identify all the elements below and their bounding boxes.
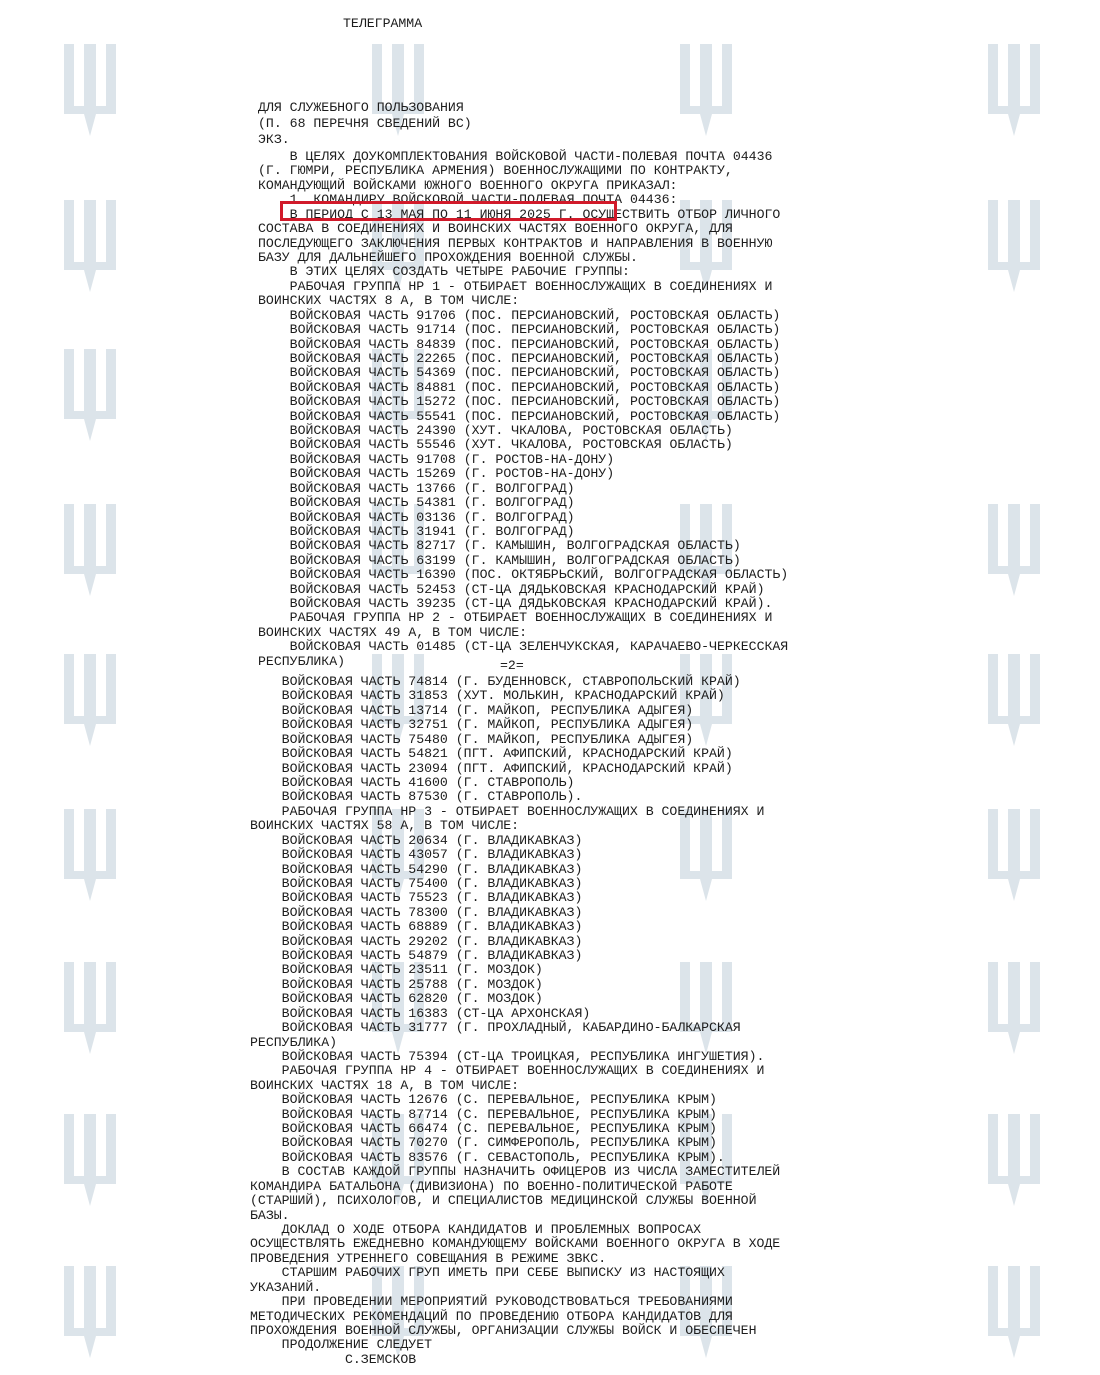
telegram-line: ВОИНСКИХ ЧАСТЯХ 49 А, В ТОМ ЧИСЛЕ: <box>258 624 528 640</box>
telegram-line: ВОЙСКОВАЯ ЧАСТЬ 84839 (ПОС. ПЕРСИАНОВСКИЙ, РОСТОВСКАЯ ОБЛАСТЬ) <box>258 336 781 352</box>
trident-icon <box>60 196 120 296</box>
trident-icon <box>60 650 120 750</box>
telegram-line: ПРОВЕДЕНИЯ УТРЕННЕГО СОВЕЩАНИЯ В РЕЖИМЕ ЗВКС. <box>250 1250 607 1266</box>
telegram-line: РЕСПУБЛИКА) <box>258 653 346 669</box>
telegram-line: ВОЙСКОВАЯ ЧАСТЬ 29202 (Г. ВЛАДИКАВКАЗ) <box>250 933 583 949</box>
trident-icon <box>60 1110 120 1210</box>
watermark <box>676 40 916 150</box>
trident-icon <box>676 40 736 140</box>
telegram-line: ВОЙСКОВАЯ ЧАСТЬ 54290 (Г. ВЛАДИКАВКАЗ) <box>250 861 583 877</box>
telegram-line: РАБОЧАЯ ГРУППА НР 1 - ОТБИРАЕТ ВОЕННОСЛУЖАЩИХ В СОЕДИНЕНИЯХ И <box>258 278 773 294</box>
telegram-line: (П. 68 ПЕРЕЧНЯ СВЕДЕНИЙ ВС) <box>258 116 472 131</box>
telegram-line: ВОЙСКОВАЯ ЧАСТЬ 41600 (Г. СТАВРОПОЛЬ) <box>250 774 575 790</box>
trident-icon <box>60 1262 120 1362</box>
trident-icon <box>60 958 120 1058</box>
telegram-line: БАЗУ ДЛЯ ДАЛЬНЕЙШЕГО ПРОХОЖДЕНИЯ ВОЕННОЙ СЛУЖБЫ. <box>258 249 638 265</box>
watermark <box>984 500 1100 610</box>
telegram-line: ВОЙСКОВАЯ ЧАСТЬ 12676 (С. ПЕРЕВАЛЬНОЕ, РЕСПУБЛИКА КРЫМ) <box>250 1092 717 1108</box>
telegram-line: ВОЙСКОВАЯ ЧАСТЬ 16383 (СТ-ЦА АРХОНСКАЯ) <box>250 1005 591 1021</box>
telegram-line: ВОЙСКОВАЯ ЧАСТЬ 55541 (ПОС. ПЕРСИАНОВСКИЙ, РОСТОВСКАЯ ОБЛАСТЬ) <box>258 408 781 424</box>
watermark <box>984 1110 1100 1220</box>
watermark <box>984 805 1100 915</box>
watermark <box>984 40 1100 150</box>
telegram-line: ВОЙСКОВАЯ ЧАСТЬ 22265 (ПОС. ПЕРСИАНОВСКИЙ, РОСТОВСКАЯ ОБЛАСТЬ) <box>258 350 781 366</box>
telegram-line: ВОЙСКОВАЯ ЧАСТЬ 84881 (ПОС. ПЕРСИАНОВСКИЙ, РОСТОВСКАЯ ОБЛАСТЬ) <box>258 379 781 395</box>
telegram-line: ДЛЯ СЛУЖЕБНОГО ПОЛЬЗОВАНИЯ <box>258 100 464 115</box>
telegram-line: ВОЙСКОВАЯ ЧАСТЬ 74814 (Г. БУДЕННОВСК, СТАВРОПОЛЬСКИЙ КРАЙ) <box>250 674 741 689</box>
telegram-line: ВОЙСКОВАЯ ЧАСТЬ 54369 (ПОС. ПЕРСИАНОВСКИЙ, РОСТОВСКАЯ ОБЛАСТЬ) <box>258 365 781 381</box>
telegram-line: ВОЙСКОВАЯ ЧАСТЬ 75480 (Г. МАЙКОП, РЕСПУБЛИКА АДЫГЕЯ) <box>250 731 694 747</box>
telegram-line: ВОЙСКОВАЯ ЧАСТЬ 54879 (Г. ВЛАДИКАВКАЗ) <box>250 948 583 963</box>
watermark <box>676 805 916 915</box>
telegram-line: УКАЗАНИЙ. <box>250 1279 322 1295</box>
telegram-line: ВОЙСКОВАЯ ЧАСТЬ 15272 (ПОС. ПЕРСИАНОВСКИЙ, РОСТОВСКАЯ ОБЛАСТЬ) <box>258 394 781 410</box>
telegram-line: ВОЙСКОВАЯ ЧАСТЬ 32751 (Г. МАЙКОП, РЕСПУБЛИКА АДЫГЕЯ) <box>250 717 694 733</box>
telegram-line: ПРИ ПРОВЕДЕНИИ МЕРОПРИЯТИЙ РУКОВОДСТВОВАТЬСЯ ТРЕБОВАНИЯМИ <box>250 1294 733 1310</box>
telegram-line: ВОЙСКОВАЯ ЧАСТЬ 87714 (С. ПЕРЕВАЛЬНОЕ, РЕСПУБЛИКА КРЫМ) <box>250 1106 717 1122</box>
telegram-line: (СТАРШИЙ), ПСИХОЛОГОВ, И СПЕЦИАЛИСТОВ МЕДИЦИНСКОЙ СЛУЖБЫ ВОЕННОЙ <box>250 1193 757 1209</box>
telegram-line: ВОЙСКОВАЯ ЧАСТЬ 75400 (Г. ВЛАДИКАВКАЗ) <box>250 875 583 891</box>
watermark <box>368 40 608 150</box>
telegram-line: ВОЙСКОВАЯ ЧАСТЬ 25788 (Г. МОЗДОК) <box>250 976 543 992</box>
telegram-line: РАБОЧАЯ ГРУППА НР 2 - ОТБИРАЕТ ВОЕННОСЛУЖАЩИХ В СОЕДИНЕНИЯХ И <box>258 610 773 626</box>
trident-icon <box>60 40 120 140</box>
telegram-line: ВОЙСКОВАЯ ЧАСТЬ 20634 (Г. ВЛАДИКАВКАЗ) <box>250 832 583 848</box>
telegram-line: ВОЙСКОВАЯ ЧАСТЬ 63199 (Г. КАМЫШИН, ВОЛГОГРАДСКАЯ ОБЛАСТЬ) <box>258 552 741 568</box>
watermark <box>984 196 1100 306</box>
telegram-line: ВОЙСКОВАЯ ЧАСТЬ 78300 (Г. ВЛАДИКАВКАЗ) <box>250 904 583 920</box>
telegram-line: ВОЙСКОВАЯ ЧАСТЬ 23511 (Г. МОЗДОК) <box>250 962 543 978</box>
telegram-line: ВОИНСКИХ ЧАСТЯХ 58 А, В ТОМ ЧИСЛЕ: <box>250 818 520 834</box>
telegram-line: ВОЙСКОВАЯ ЧАСТЬ 91708 (Г. РОСТОВ-НА-ДОНУ) <box>258 451 615 467</box>
telegram-line: ВОЙСКОВАЯ ЧАСТЬ 31941 (Г. ВОЛГОГРАД) <box>258 523 575 539</box>
telegram-line: В ПЕРИОД С 13 МАЯ ПО 11 ИЮНЯ 2025 Г. ОСУЩЕСТВИТЬ ОТБОР ЛИЧНОГО <box>258 206 781 222</box>
telegram-line: ВОЙСКОВАЯ ЧАСТЬ 87530 (Г. СТАВРОПОЛЬ). <box>250 789 583 805</box>
trident-icon <box>984 1110 1044 1210</box>
telegram-line: ВОЙСКОВАЯ ЧАСТЬ 31853 (ХУТ. МОЛЬКИН, КРАСНОДАРСКИЙ КРАЙ) <box>250 688 725 704</box>
telegram-line: ВОЙСКОВАЯ ЧАСТЬ 91714 (ПОС. ПЕРСИАНОВСКИЙ, РОСТОВСКАЯ ОБЛАСТЬ) <box>258 322 781 337</box>
trident-icon <box>676 958 736 1058</box>
telegram-line: ВОЙСКОВАЯ ЧАСТЬ 54821 (ПГТ. АФИПСКИЙ, КРАСНОДАРСКИЙ КРАЙ) <box>250 746 733 762</box>
telegram-line: ВОЙСКОВАЯ ЧАСТЬ 83576 (Г. СЕВАСТОПОЛЬ, РЕСПУБЛИКА КРЫМ). <box>250 1149 725 1165</box>
telegram-line: (Г. ГЮМРИ, РЕСПУБЛИКА АРМЕНИЯ) ВОЕННОСЛУЖАЩИМИ ПО КОНТРАКТУ, <box>258 163 733 179</box>
telegram-line: ПОСЛЕДУЮЩЕГО ЗАКЛЮЧЕНИЯ ПЕРВЫХ КОНТРАКТОВ И НАПРАВЛЕНИЯ В ВОЕННУЮ <box>258 235 773 251</box>
telegram-line: ВОЙСКОВАЯ ЧАСТЬ 01485 (СТ-ЦА ЗЕЛЕНЧУКСКАЯ, КАРАЧАЕВО-ЧЕРКЕССКАЯ <box>258 639 789 655</box>
telegram-line: ВОЙСКОВАЯ ЧАСТЬ 15269 (Г. РОСТОВ-НА-ДОНУ) <box>258 466 615 482</box>
telegram-line: ВОЙСКОВАЯ ЧАСТЬ 75523 (Г. ВЛАДИКАВКАЗ) <box>250 890 583 906</box>
telegram-line: СОСТАВА В СОЕДИНЕНИЯХ И ВОИНСКИХ ЧАСТЯХ ВОЕННОГО ОКРУГА, ДЛЯ <box>258 221 733 237</box>
telegram-line: ВОЙСКОВАЯ ЧАСТЬ 55546 (ХУТ. ЧКАЛОВА, РОСТОВСКАЯ ОБЛАСТЬ) <box>258 437 733 453</box>
telegram-line: ВОЙСКОВАЯ ЧАСТЬ 68889 (Г. ВЛАДИКАВКАЗ) <box>250 919 583 935</box>
telegram-line: СТАРШИМ РАБОЧИХ ГРУП ИМЕТЬ ПРИ СЕБЕ ВЫПИСКУ ИЗ НАСТОЯЩИХ <box>250 1265 725 1281</box>
telegram-line: ВОИНСКИХ ЧАСТЯХ 8 А, В ТОМ ЧИСЛЕ: <box>258 293 520 309</box>
telegram-line: ВОЙСКОВАЯ ЧАСТЬ 39235 (СТ-ЦА ДЯДЬКОВСКАЯ КРАСНОДАРСКИЙ КРАЙ). <box>258 596 773 611</box>
trident-icon <box>984 500 1044 600</box>
trident-icon <box>984 805 1044 905</box>
highlight-box <box>280 201 617 221</box>
telegram-line: ОСУЩЕСТВЛЯТЬ ЕЖЕДНЕВНО КОМАНДУЮЩЕМУ ВОЙСКАМИ ВОЕННОГО ОКРУГА В ХОДЕ <box>250 1236 781 1252</box>
trident-icon <box>984 40 1044 140</box>
trident-icon <box>984 958 1044 1058</box>
trident-icon <box>984 196 1044 296</box>
telegram-line: ПРОДОЛЖЕНИЕ СЛЕДУЕТ <box>250 1337 433 1353</box>
trident-icon <box>60 805 120 905</box>
telegram-line: ВОЙСКОВАЯ ЧАСТЬ 54381 (Г. ВОЛГОГРАД) <box>258 495 575 511</box>
telegram-line: ВОЙСКОВАЯ ЧАСТЬ 75394 (СТ-ЦА ТРОИЦКАЯ, РЕСПУБЛИКА ИНГУШЕТИЯ). <box>250 1048 765 1064</box>
telegram-line: ПРОХОЖДЕНИЯ ВОЕННОЙ СЛУЖБЫ, ОРГАНИЗАЦИИ СЛУЖБЫ ВОЙСК И ОБЕСПЕЧЕН <box>250 1322 757 1338</box>
telegram-line: В СОСТАВ КАЖДОЙ ГРУППЫ НАЗНАЧИТЬ ОФИЦЕРОВ ИЗ ЧИСЛА ЗАМЕСТИТЕЛЕЙ <box>250 1164 781 1180</box>
telegram-line: В ЭТИХ ЦЕЛЯХ СОЗДАТЬ ЧЕТЫРЕ РАБОЧИЕ ГРУППЫ: <box>258 264 630 280</box>
watermark <box>984 958 1100 1068</box>
telegram-line: ДОКЛАД О ХОДЕ ОТБОРА КАНДИДАТОВ И ПРОБЛЕМНЫХ ВОПРОСАХ <box>250 1222 702 1237</box>
telegram-line: РАБОЧАЯ ГРУППА НР 3 - ОТБИРАЕТ ВОЕННОСЛУЖАЩИХ В СОЕДИНЕНИЯХ И <box>250 803 765 819</box>
watermark <box>984 650 1100 760</box>
telegram-line: ВОЙСКОВАЯ ЧАСТЬ 91706 (ПОС. ПЕРСИАНОВСКИЙ, РОСТОВСКАЯ ОБЛАСТЬ) <box>258 307 781 323</box>
telegram-line: ВОЙСКОВАЯ ЧАСТЬ 13766 (Г. ВОЛГОГРАД) <box>258 480 575 496</box>
telegram-title: ТЕЛЕГРАММА <box>343 16 423 31</box>
telegram-line: ЭКЗ. <box>258 132 290 147</box>
watermark <box>676 650 916 760</box>
telegram-line: РАБОЧАЯ ГРУППА НР 4 - ОТБИРАЕТ ВОЕННОСЛУЖАЩИХ В СОЕДИНЕНИЯХ И <box>250 1063 765 1079</box>
watermark <box>984 1262 1100 1372</box>
telegram-line: ВОЙСКОВАЯ ЧАСТЬ 62820 (Г. МОЗДОК) <box>250 991 543 1007</box>
trident-icon <box>60 345 120 445</box>
telegram-line: ВОЙСКОВАЯ ЧАСТЬ 23094 (ПГТ. АФИПСКИЙ, КРАСНОДАРСКИЙ КРАЙ) <box>250 760 733 776</box>
telegram-line: ВОЙСКОВАЯ ЧАСТЬ 66474 (С. ПЕРЕВАЛЬНОЕ, РЕСПУБЛИКА КРЫМ) <box>250 1121 717 1136</box>
telegram-line: МЕТОДИЧЕСКИХ РЕКОМЕНДАЦИЙ ПО ПРОВЕДЕНИЮ ОТБОРА КАНДИДАТОВ ДЛЯ <box>250 1308 733 1324</box>
trident-icon <box>984 650 1044 750</box>
telegram-line: КОМАНДИРА БАТАЛЬОНА (ДИВИЗИОНА) ПО ВОЕННО-ПОЛИТИЧЕСКОЙ РАБОТЕ <box>250 1178 733 1194</box>
page-marker: =2= <box>500 658 524 673</box>
telegram-line: ВОЙСКОВАЯ ЧАСТЬ 16390 (ПОС. ОКТЯБРЬСКИЙ, ВОЛГОГРАДСКАЯ ОБЛАСТЬ) <box>258 567 789 583</box>
telegram-line: ВОЙСКОВАЯ ЧАСТЬ 03136 (Г. ВОЛГОГРАД) <box>258 509 575 525</box>
trident-icon <box>676 805 736 905</box>
telegram-line: РЕСПУБЛИКА) <box>250 1034 338 1050</box>
telegram-line: ВОЙСКОВАЯ ЧАСТЬ 70270 (Г. СИМФЕРОПОЛЬ, РЕСПУБЛИКА КРЫМ) <box>250 1135 717 1151</box>
telegram-line: ВОЙСКОВАЯ ЧАСТЬ 43057 (Г. ВЛАДИКАВКАЗ) <box>250 847 583 862</box>
telegram-line: ВОИНСКИХ ЧАСТЯХ 18 А, В ТОМ ЧИСЛЕ: <box>250 1077 520 1093</box>
trident-icon <box>984 1262 1044 1362</box>
telegram-line: КОМАНДУЮЩИЙ ВОЙСКАМИ ЮЖНОГО ВОЕННОГО ОКРУГА ПРИКАЗАЛ: <box>258 177 678 193</box>
telegram-line: С.ЗЕМСКОВ <box>250 1351 417 1367</box>
telegram-line: БАЗЫ. <box>250 1207 290 1223</box>
telegram-line: ВОЙСКОВАЯ ЧАСТЬ 52453 (СТ-ЦА ДЯДЬКОВСКАЯ КРАСНОДАРСКИЙ КРАЙ) <box>258 581 765 597</box>
telegram-line: ВОЙСКОВАЯ ЧАСТЬ 24390 (ХУТ. ЧКАЛОВА, РОСТОВСКАЯ ОБЛАСТЬ) <box>258 423 733 438</box>
trident-icon <box>60 500 120 600</box>
telegram-line: ВОЙСКОВАЯ ЧАСТЬ 31777 (Г. ПРОХЛАДНЫЙ, КАБАРДИНО-БАЛКАРСКАЯ <box>250 1020 741 1036</box>
telegram-line: ВОЙСКОВАЯ ЧАСТЬ 13714 (Г. МАЙКОП, РЕСПУБЛИКА АДЫГЕЯ) <box>250 702 694 718</box>
telegram-line: ВОЙСКОВАЯ ЧАСТЬ 82717 (Г. КАМЫШИН, ВОЛГОГРАДСКАЯ ОБЛАСТЬ) <box>258 538 741 554</box>
telegram-line: В ЦЕЛЯХ ДОУКОМПЛЕКТОВАНИЯ ВОЙСКОВОЙ ЧАСТИ-ПОЛЕВАЯ ПОЧТА 04436 <box>258 149 773 164</box>
telegram-line: 1. КОМАНДИРУ ВОЙСКОВОЙ ЧАСТИ-ПОЛЕВАЯ ПОЧТА 04436: <box>258 192 678 208</box>
